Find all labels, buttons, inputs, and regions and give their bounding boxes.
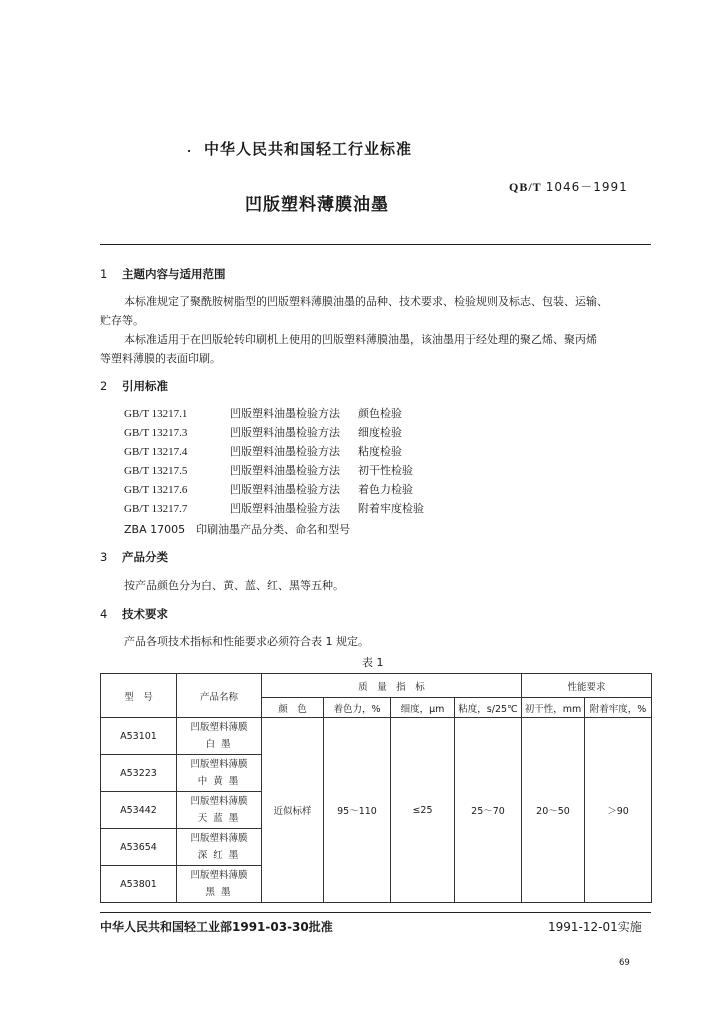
section-4-heading xyxy=(100,606,168,622)
cell-product-name xyxy=(177,718,262,755)
product-name-color: 天蓝墨 xyxy=(197,813,245,824)
section-2-heading xyxy=(100,378,168,394)
cell-product-name xyxy=(177,755,262,792)
product-name-color: 深红墨 xyxy=(197,850,245,861)
paragraph-line: 产品各项技术指标和性能要求必须符合表 1 规定。 xyxy=(124,635,369,648)
header-quality-indicators: 质 量 指 标 xyxy=(262,674,522,698)
reference-item xyxy=(124,462,413,478)
section-title: 主题内容与适用范围 xyxy=(122,267,226,281)
reference-name: 凹版塑料油墨检验方法 xyxy=(230,502,340,515)
cell-model: A53801 xyxy=(101,866,177,903)
product-name-line: 凹版塑料薄膜 xyxy=(190,796,248,807)
cell-color-value: 近似标样 xyxy=(262,718,324,903)
page-number: 69 xyxy=(619,958,630,968)
section-number: 4 xyxy=(100,607,108,621)
cell-model: A53654 xyxy=(101,829,177,866)
section-title: 技术要求 xyxy=(122,607,169,621)
reference-zba: ZBA 17005 印刷油墨产品分类、命名和型号 xyxy=(124,523,351,536)
table-caption: 表 1 xyxy=(362,656,384,669)
paragraph-line: 按产品颜色分为白、黄、蓝、红、黑等五种。 xyxy=(124,579,344,592)
cell-model: A53101 xyxy=(101,718,177,755)
section-3-heading xyxy=(100,549,168,565)
document-title: 凹版塑料薄膜油墨 xyxy=(245,195,389,215)
reference-code: GB/T 13217.4 xyxy=(124,446,188,458)
standard-number-value: 1046－1991 xyxy=(545,180,628,194)
header-initial-drying: 初干性，mm xyxy=(522,698,585,718)
reference-code: GB/T 13217.7 xyxy=(124,503,188,515)
scan-speck xyxy=(188,150,190,152)
reference-item: 颜色检验 xyxy=(358,407,402,420)
reference-name: 凹版塑料油墨检验方法 xyxy=(230,426,340,439)
header-tinting-strength: 着色力，% xyxy=(324,698,391,718)
cell-tinting-value: 95～110 xyxy=(324,718,391,903)
header-fineness: 细度，μm xyxy=(391,698,455,718)
product-name-color: 中黄墨 xyxy=(197,776,245,787)
reference-item xyxy=(124,500,424,516)
reference-item xyxy=(124,405,402,421)
cell-fineness-value: ≤25 xyxy=(391,718,455,903)
reference-name: 凹版塑料油墨检验方法 xyxy=(230,464,340,477)
reference-item xyxy=(124,481,413,497)
header-color: 颜 色 xyxy=(262,698,324,718)
reference-item: 粘度检验 xyxy=(358,445,402,458)
header-model: 型 号 xyxy=(101,674,177,718)
section-1-heading xyxy=(100,266,226,282)
section-title: 产品分类 xyxy=(122,550,169,564)
reference-item xyxy=(124,424,402,440)
reference-name: 凹版塑料油墨检验方法 xyxy=(230,483,340,496)
reference-code: GB/T 13217.6 xyxy=(124,484,188,496)
section-number: 2 xyxy=(100,379,108,393)
product-name-line: 凹版塑料薄膜 xyxy=(190,759,248,770)
product-name-line: 凹版塑料薄膜 xyxy=(190,722,248,733)
table-row xyxy=(101,718,652,755)
paragraph-line: 等塑料薄膜的表面印刷。 xyxy=(100,352,221,365)
reference-item: 初干性检验 xyxy=(358,464,413,477)
reference-code: GB/T 13217.5 xyxy=(124,465,188,477)
reference-code: GB/T 13217.1 xyxy=(124,408,188,420)
spec-table xyxy=(100,673,652,903)
ministry-heading: 中华人民共和国轻工行业标准 xyxy=(204,140,413,158)
header-product-name: 产品名称 xyxy=(177,674,262,718)
cell-product-name xyxy=(177,866,262,903)
cell-adhesion-value: ＞90 xyxy=(585,718,652,903)
paragraph-line: 本标准适用于在凹版轮转印刷机上使用的凹版塑料薄膜油墨，该油墨用于经处理的聚乙烯、聚丙烯 xyxy=(124,333,597,346)
product-name-line: 凹版塑料薄膜 xyxy=(190,870,248,881)
footer-rule xyxy=(100,912,651,913)
reference-item: 着色力检验 xyxy=(358,483,413,496)
paragraph-line: 贮存等。 xyxy=(100,314,144,327)
reference-name: 凹版塑料油墨检验方法 xyxy=(230,445,340,458)
section-title: 引用标准 xyxy=(122,379,169,393)
reference-name: 凹版塑料油墨检验方法 xyxy=(230,407,340,420)
header-performance: 性能要求 xyxy=(522,674,652,698)
reference-item: 细度检验 xyxy=(358,426,402,439)
header-adhesion: 附着牢度，% xyxy=(585,698,652,718)
standard-code: QB/T xyxy=(509,180,542,194)
standard-number xyxy=(509,178,628,195)
cell-model: A53223 xyxy=(101,755,177,792)
cell-product-name xyxy=(177,792,262,829)
section-number: 1 xyxy=(100,267,108,281)
approval-line: 中华人民共和国轻工业部1991-03-30批准 xyxy=(100,920,333,934)
effective-date: 1991-12-01实施 xyxy=(548,920,642,934)
cell-viscosity-value: 25～70 xyxy=(455,718,522,903)
reference-item: 附着牢度检验 xyxy=(358,502,424,515)
product-name-color: 黑墨 xyxy=(205,887,237,898)
cell-product-name xyxy=(177,829,262,866)
reference-item xyxy=(124,443,402,459)
header-rule xyxy=(100,244,651,245)
table-header-row xyxy=(101,674,652,698)
reference-code: GB/T 13217.3 xyxy=(124,427,188,439)
product-name-line: 凹版塑料薄膜 xyxy=(190,833,248,844)
paragraph-line: 本标准规定了聚酰胺树脂型的凹版塑料薄膜油墨的品种、技术要求、检验规则及标志、包装、运输、 xyxy=(124,295,608,308)
product-name-color: 白墨 xyxy=(205,739,237,750)
cell-model: A53442 xyxy=(101,792,177,829)
section-number: 3 xyxy=(100,550,108,564)
header-viscosity: 粘度，s/25℃ xyxy=(455,698,522,718)
cell-drying-value: 20～50 xyxy=(522,718,585,903)
